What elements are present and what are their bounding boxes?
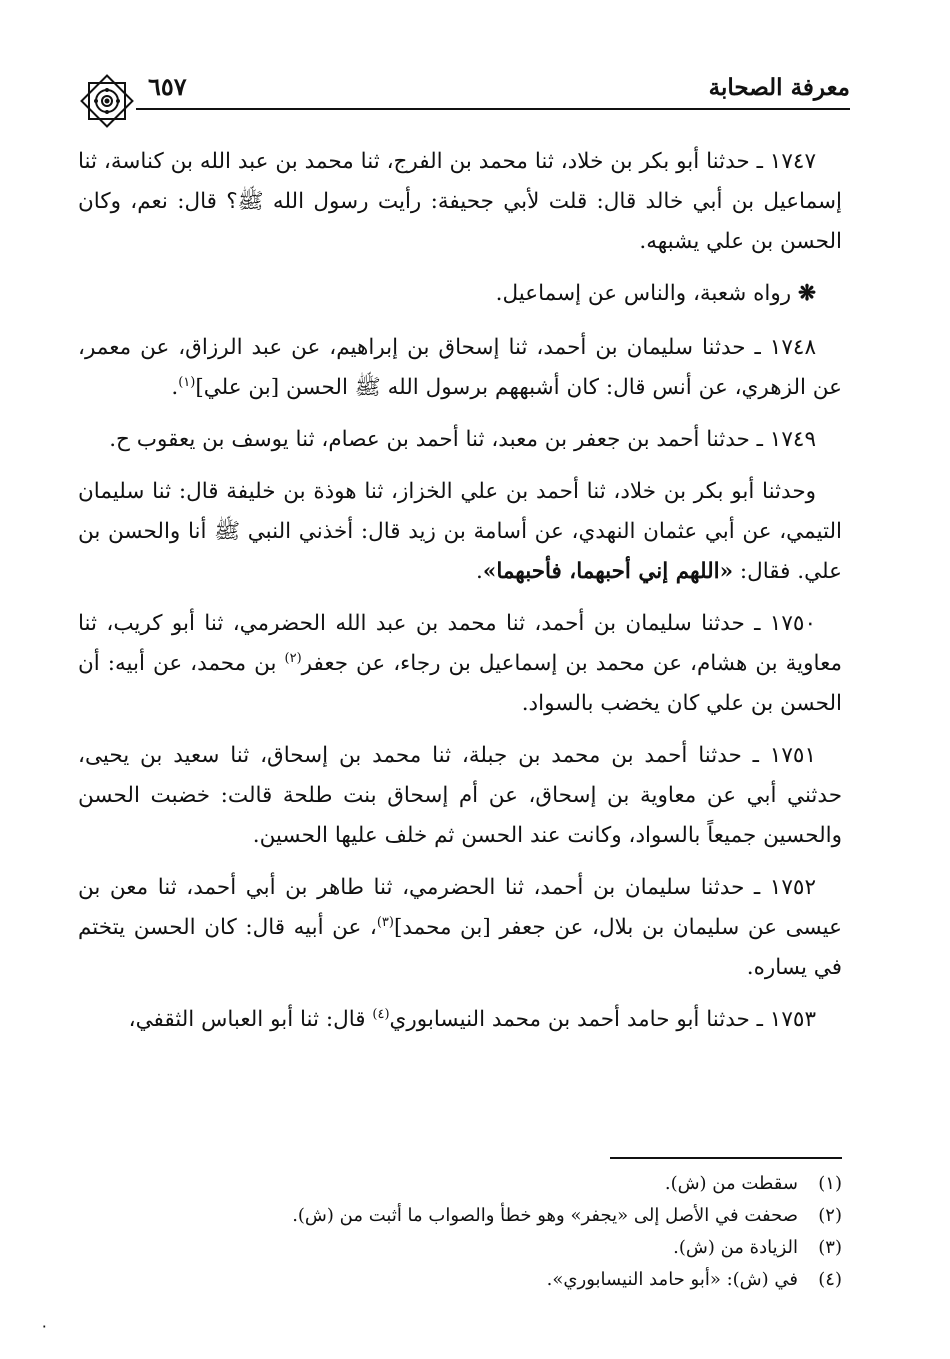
paragraph-1752: ١٧٥٢ ـ حدثنا سليمان بن أحمد، ثنا الحضرمي، ثنا طاهر بن أبي أحمد، ثنا معن بن عيسى عن سليمان بن بلال، عن جعفر [بن محمد]$^{(٣)}$، عن أبيه قال: كان الحسن يتختم في يساره. — [78, 875, 842, 980]
footnote-ref-2: (٢) — [284, 650, 302, 666]
paragraph-1748: ١٧٤٨ ـ حدثنا سليمان بن أحمد، ثنا إسحاق بن إبراهيم، عن عبد الرزاق، عن معمر، عن الزهري، عن أنس قال: كان أشبههم برسول الله ﷺ الحسن [بن علي]$^{(١)}$. — [78, 335, 842, 400]
footnote-ref-1: (١) — [178, 374, 196, 390]
footnote-ref-4: (٤) — [372, 1006, 390, 1022]
main-text — [78, 142, 842, 1052]
paragraph-1747: ١٧٤٧ ـ حدثنا أبو بكر بن خلاد، ثنا محمد بن الفرج، ثنا محمد بن عبد الله بن كناسة، ثنا إسماعيل بن أبي خالد قال: قلت لأبي جحيفة: رأيت رسول الله ﷺ؟ قال: نعم، وكان الحسن بن علي يشبهه. — [78, 149, 842, 254]
footnote-4: (٤)في (ش): «أبو حامد النيسابوري». — [546, 1269, 842, 1290]
page-header — [78, 62, 850, 122]
footnote-1: (١)سقطت من (ش). — [664, 1173, 842, 1194]
footnote-ref-3: (٣) — [376, 914, 394, 930]
ornament-icon — [76, 70, 138, 132]
paragraph-note: ❋ رواه شعبة، والناس عن إسماعيل. — [495, 281, 816, 306]
running-title: معرفة الصحابة — [708, 74, 850, 101]
star-icon: ❋ — [797, 281, 816, 306]
footnote-3: (٣)الزيادة من (ش). — [673, 1237, 842, 1258]
paragraph-1751: ١٧٥١ ـ حدثنا أحمد بن محمد بن جبلة، ثنا محمد بن إسحاق، ثنا سعيد بن يحيى، حدثني أبي عن معاوية بن إسحاق، عن أم إسحاق بنت طلحة قالت: خضبت الحسن والحسين جميعاً بالسواد، وكانت عند الحسن ثم خلف عليها الحسين. — [78, 743, 842, 848]
footnote-2: (٢)صحفت في الأصل إلى «يجفر» وهو خطأ والصواب ما أثبت من (ش). — [292, 1205, 842, 1226]
header-rule — [136, 108, 850, 110]
footnote-rule — [610, 1157, 842, 1159]
paragraph-1750: ١٧٥٠ ـ حدثنا سليمان بن أحمد، ثنا محمد بن عبد الله الحضرمي، ثنا أبو كريب، ثنا معاوية بن هشام، عن محمد بن إسماعيل بن رجاء، عن جعفر$^{(٢)}$ بن محمد، عن أبيه: أن الحسن بن علي كان يخضب بالسواد. — [78, 611, 842, 716]
page-number: ٦٥٧ — [148, 72, 187, 101]
footnotes — [78, 1168, 842, 1296]
paragraph-1749: ١٧٤٩ ـ حدثنا أحمد بن جعفر بن معبد، ثنا أحمد بن عصام، ثنا يوسف بن يعقوب ح. — [109, 427, 816, 452]
paragraph-1749-continued: وحدثنا أبو بكر بن خلاد، ثنا أحمد بن علي الخزاز، ثنا هوذة بن خليفة قال: ثنا سليمان التيمي، عن أبي عثمان النهدي، عن أسامة بن زيد قال: أخذني النبي ﷺ أنا والحسن بن علي. فقال: «اللهم إني أحبهما، فأحبهما». — [78, 479, 842, 584]
corner-mark: ٠ — [40, 1316, 49, 1335]
quoted-prayer: «اللهم إني أحبهما، فأحبهما» — [482, 559, 734, 584]
paragraph-1753: ١٧٥٣ ـ حدثنا أبو حامد أحمد بن محمد النيسابوري$^{(٤)}$ قال: ثنا أبو العباس الثقفي، — [128, 1006, 816, 1032]
